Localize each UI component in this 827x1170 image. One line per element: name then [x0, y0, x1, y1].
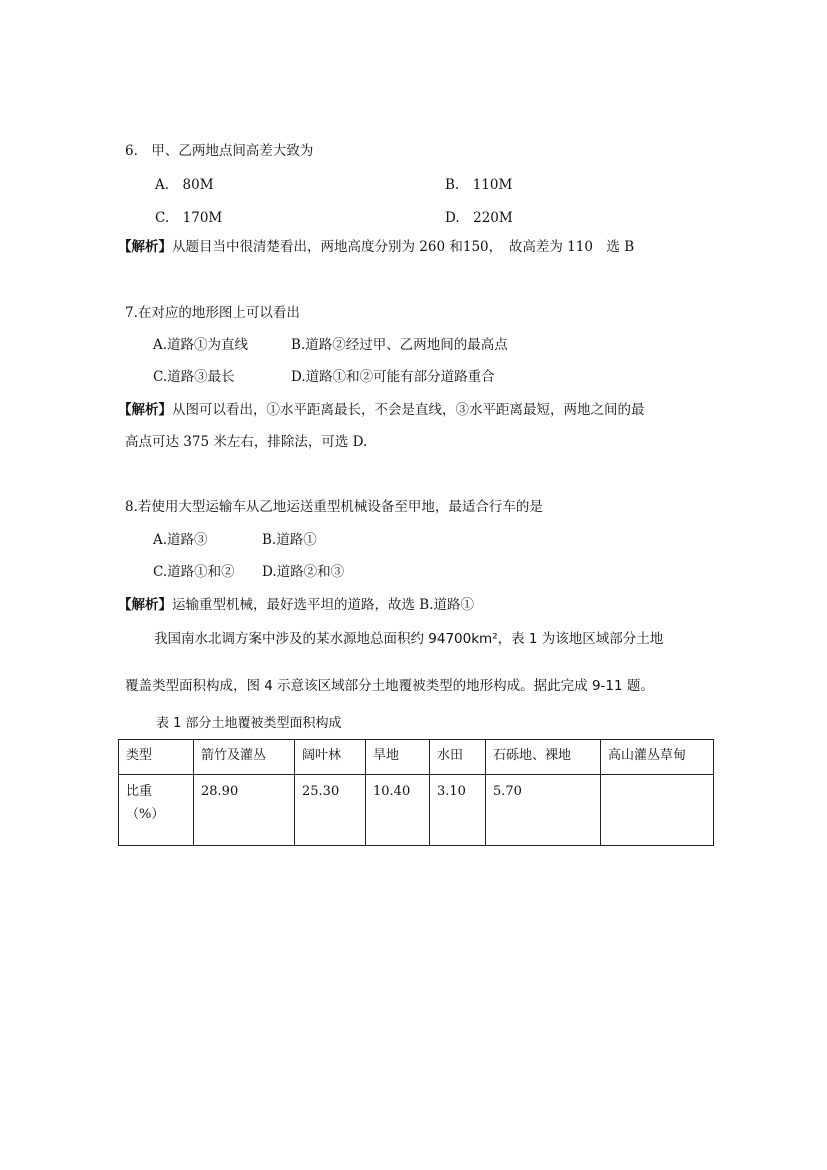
q6-option-d: D. 220M — [445, 210, 513, 226]
q6-analysis — [118, 238, 634, 256]
q6-option-c: C. 170M — [155, 210, 223, 226]
table-header-cell: 水田 — [430, 740, 486, 775]
q8-analysis — [118, 596, 474, 614]
q8-option-a: A.道路③ — [153, 532, 208, 548]
q8-option-c: C.道路①和② — [153, 564, 235, 580]
question-8-stem: 8.若使用大型运输车从乙地运送重型机械设备至甲地，最适合行车的是 — [125, 499, 543, 515]
table-header-cell: 高山灌丛草甸 — [601, 740, 714, 775]
analysis-text: 运输重型机械，最好选平坦的道路，故选 B.道路① — [172, 597, 475, 613]
analysis-text: 从题目当中很清楚看出，两地高度分别为 260 和150， 故高差为 110 选 B — [172, 239, 635, 255]
q7-analysis — [118, 401, 645, 419]
q7-option-c: C.道路③最长 — [153, 369, 235, 385]
land-cover-table — [118, 739, 714, 846]
q7-option-a: A.道路①为直线 — [153, 337, 249, 353]
table-header-row — [119, 740, 714, 775]
q7-option-b: B.道路②经过甲、乙两地间的最高点 — [291, 337, 508, 353]
table-caption: 表 1 部分土地覆被类型面积构成 — [156, 716, 342, 731]
q6-option-b: B. 110M — [445, 177, 513, 193]
row-label-line2: （%） — [126, 807, 165, 822]
analysis-label: 【解析】 — [118, 597, 172, 613]
analysis-label: 【解析】 — [118, 402, 172, 418]
table-header-cell: 石砾地、裸地 — [486, 740, 601, 775]
row-label-line1: 比重 — [126, 784, 153, 799]
analysis-label: 【解析】 — [118, 239, 172, 255]
q6-option-a: A. 80M — [155, 177, 214, 193]
table-row-label — [119, 775, 194, 846]
analysis-text: 从图可以看出，①水平距离最长，不会是直线，③水平距离最短，两地之间的最 — [172, 402, 645, 418]
table-cell: 28.90 — [194, 775, 295, 846]
table-cell — [601, 775, 714, 846]
q7-option-d: D.道路①和②可能有部分道路重合 — [291, 369, 495, 385]
q7-analysis-line2: 高点可达 375 米左右，排除法，可选 D. — [125, 434, 368, 450]
question-7-stem: 7.在对应的地形图上可以看出 — [125, 305, 300, 321]
intro-line-1: 我国南水北调方案中涉及的某水源地总面积约 94700km²，表 1 为该地区域部分土地 — [154, 631, 664, 647]
table-cell: 5.70 — [486, 775, 601, 846]
table-header-cell: 阔叶林 — [295, 740, 366, 775]
q8-option-d: D.道路②和③ — [262, 564, 345, 580]
table-cell: 3.10 — [430, 775, 486, 846]
table-cell: 10.40 — [366, 775, 430, 846]
q8-option-b: B.道路① — [262, 532, 317, 548]
table-header-cell: 类型 — [119, 740, 194, 775]
question-6-stem: 6. 甲、乙两地点间高差大致为 — [125, 143, 314, 159]
table-header-cell: 旱地 — [366, 740, 430, 775]
table-row — [119, 775, 714, 846]
intro-line-2: 覆盖类型面积构成，图 4 示意该区域部分土地覆被类型的地形构成。据此完成 9-11 题。 — [125, 678, 654, 694]
table-header-cell: 箭竹及灌丛 — [194, 740, 295, 775]
table-cell: 25.30 — [295, 775, 366, 846]
